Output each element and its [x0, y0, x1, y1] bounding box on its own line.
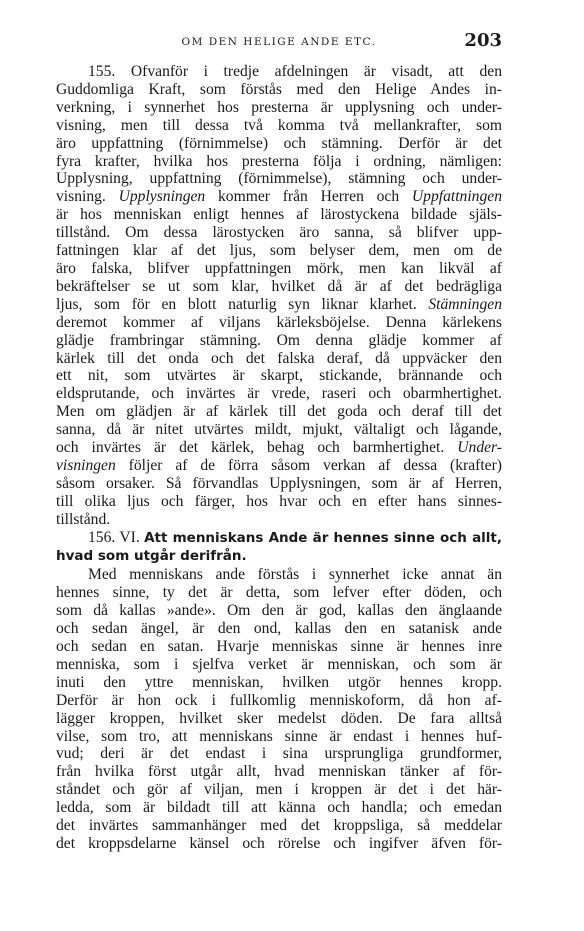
- text-line: sanna, då är nitet utvärtes mildt, mjukt, vältaligt och lågande,: [56, 421, 502, 439]
- text-line: till olika ljus och färger, hos hvar och en efter hans sinnes-: [56, 492, 502, 510]
- text-line: som då kallas »ande». Om den är god, kallas den änglaande: [56, 602, 502, 620]
- text-line: och sedan ängel, är den ond, kallas den en satanisk ande: [56, 620, 502, 638]
- heading-text: Att menniskans Ande är hennes sinne och allt,: [144, 529, 503, 546]
- text-line: kärlek till det onda och det falska deraf, då uppväcker den: [56, 349, 502, 367]
- text-line: 155. Ofvanför i tredje afdelningen är visadt, att den: [88, 63, 502, 80]
- text-line: verkning, i synnerhet hos presterna är upplysning och under-: [56, 98, 502, 116]
- text-line: Upplysning, uppfattning (förnimmelse), stämning och under-: [56, 170, 502, 188]
- text-line: eldsprutande, och invärtes är vrede, raseri och obarmhertighet.: [56, 385, 502, 403]
- text-line: ståndet och gör af viljan, men i kroppen är det i det här-: [56, 781, 502, 799]
- text-line: lägger kroppen, hvilket sker medelst döden. De fara alltså: [56, 709, 502, 727]
- page-number: 203: [464, 30, 502, 51]
- text-line: menniska, som i sjelfva verket är menniskan, och som är: [56, 655, 502, 673]
- text-line: och invärtes är det kärlek, behag och barmhertighet. Under-: [56, 439, 502, 457]
- emphasis: Stämningen: [428, 295, 502, 313]
- text-line: ett nit, som utvärtes är skarpt, stickande, brännande och: [56, 367, 502, 385]
- text-line: glädje frambringar stämning. Om denna glädje kommer af: [56, 331, 502, 349]
- section-heading: 156. VI. Att menniskans Ande är hennes sinne och allt,: [88, 528, 503, 546]
- text-line: vud; deri är det endast i sina ursprungliga grundformer,: [56, 745, 502, 763]
- text-line: Derför är hon ock i fullkomlig menniskoform, då hon af-: [56, 691, 502, 709]
- text-line: det invärtes sammanhänger med det kroppsliga, så meddelar: [56, 817, 502, 835]
- text-line: visning, men till dessa två komma två mellankrafter, som: [56, 116, 502, 134]
- paragraph-155: [56, 63, 502, 529]
- emphasis: visningen: [56, 456, 116, 474]
- text-line: deremot kommer af viljans kärleksböjelse. Denna kärlekens: [56, 313, 502, 331]
- emphasis: Under-: [457, 439, 502, 457]
- text-line: visning. Upplysningen kommer från Herren och Uppfattningen: [56, 188, 502, 206]
- page-body: [56, 63, 502, 853]
- text-line: inuti den yttre menniskan, hvilken utgör hennes kropp.: [56, 673, 502, 691]
- text-line: tillstånd. Om dessa lärostycken äro sanna, så blifver upp-: [56, 224, 502, 242]
- page-header: [56, 30, 502, 52]
- emphasis: Uppfattningen: [411, 188, 502, 206]
- text-line: äro uppfattning (förnimmelse) och stämning. Derför är det: [56, 134, 502, 152]
- text-line: Guddomliga Kraft, som förstås med den Helige Andes in-: [56, 80, 502, 98]
- text-line: ledda, som är bildadt till att känna och handla; och emedan: [56, 799, 502, 817]
- text-line: det kroppsdelarne känsel och rörelse och ingifver äfven för-: [56, 834, 502, 852]
- text-line: såsom orsaker. Så förvandlas Upplysningen, som är af Herren,: [56, 474, 502, 492]
- text-line: och sedan en satan. Hvarje menniskas sinne är hennes inre: [56, 638, 502, 655]
- text-line: vilse, som tro, att menniskans sinne är endast i hennes huf-: [56, 727, 502, 745]
- running-head: OM DEN HELIGE ANDE ETC.: [181, 36, 377, 48]
- text-line: tillstånd.: [56, 510, 111, 528]
- text-line: fattningen klar af det ljus, som belyser dem, men om de: [56, 242, 502, 260]
- roman-numeral: VI.: [119, 528, 140, 546]
- text-line: bekräftelser se ut som klar, hvilket då är af det bedrägliga: [56, 277, 502, 295]
- emphasis: Upplysningen: [118, 188, 206, 206]
- heading-text: hvad som utgår derifrån.: [56, 548, 247, 565]
- text-line: Men om glädjen är af kärlek till det goda och deraf till det: [56, 403, 502, 421]
- paragraph-156: [56, 529, 502, 853]
- section-heading: [56, 547, 502, 566]
- text-line: Med menniskans ande förstås i synnerhet icke annat än: [88, 566, 502, 584]
- text-line: är hos menniskan enligt hennes af lärostyckena bildade själs-: [56, 206, 502, 224]
- text-line: hennes sinne, ty det är detta, som lefver efter döden, och: [56, 584, 502, 602]
- text-line: från hvilka först utgår allt, hvad menniskan tänker af för-: [56, 763, 502, 781]
- text-line: äro falska, blifver uppfattningen mörk, men kan likväl af: [56, 259, 502, 277]
- text-line: ljus, som för en blott naturlig syn liknar klarhet. Stämningen: [56, 295, 502, 313]
- text-line: fyra krafter, hvilka hos presterna följa i ordning, nämligen:: [56, 152, 502, 170]
- text-line: visningen följer af de förra såsom verkan af dessa (krafter): [56, 456, 502, 474]
